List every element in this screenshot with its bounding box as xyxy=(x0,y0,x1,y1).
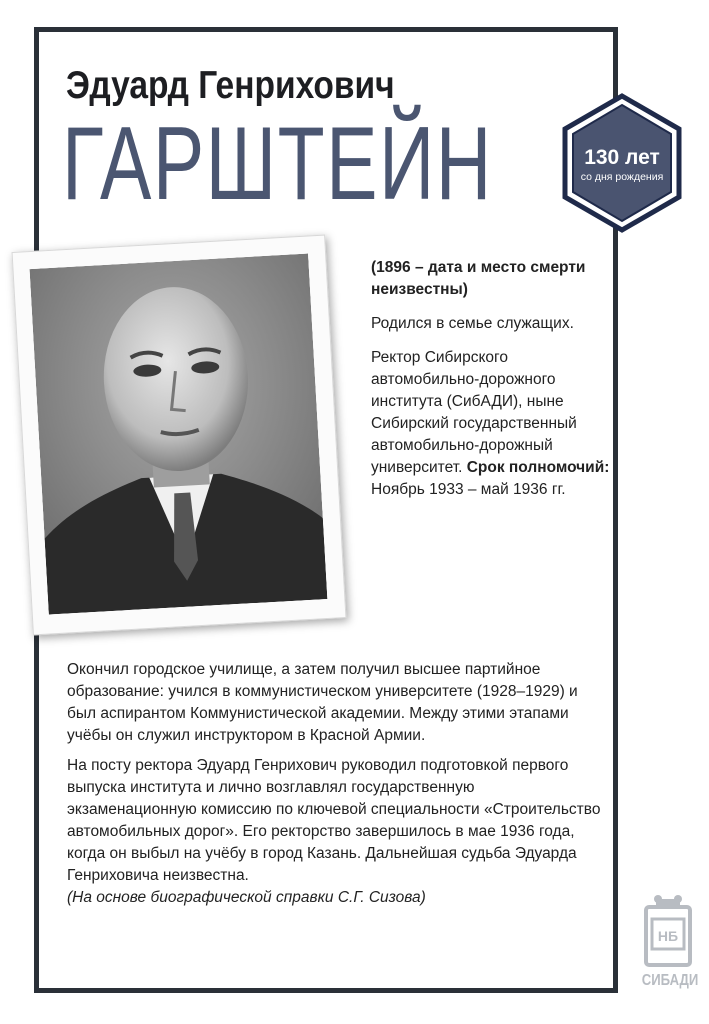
first-name-heading: Эдуард Генрихович xyxy=(66,64,395,107)
biography-paragraph-1: Окончил городское училище, а затем получил высшее партийное образование: учился в коммунистическом университете (1928–1929) и был аспирантом Коммунистической академии. Между этими этапами учёбы он служил инструктором в Красной Армии. xyxy=(67,661,578,744)
origin-text: Родился в семье служащих. xyxy=(371,315,574,332)
position-text: Ректор Сибирского автомобильно-дорожного института (СибАДИ), ныне Сибирский государственный автомобильно-дорожный университет. xyxy=(371,349,577,476)
portrait-photo-icon xyxy=(30,254,328,615)
badge-caption: со дня рождения xyxy=(580,171,664,183)
anniversary-badge xyxy=(561,146,683,184)
term-label: Срок полномочий: xyxy=(466,459,610,476)
badge-years: 130 лет xyxy=(584,146,660,169)
surname-heading: ГАРШТЕЙН xyxy=(62,106,493,222)
source-note: (На основе биографической справки С.Г. Сизова) xyxy=(67,889,426,906)
sidebar-info xyxy=(371,257,611,513)
portrait-card xyxy=(12,235,347,636)
biography-paragraph-2-text: На посту ректора Эдуард Генрихович руководил подготовкой первого выпуска института и лично возглавлял государственную экзаменационную комиссию по ключевой специальности «Строительство автомобильных дорог». Его ректорство завершилось в мае 1936 года, когда он выбыл на учёбу в город Казань. Дальнейшая судьба Эдуарда Генриховича неизвестна. xyxy=(67,757,601,884)
logo-monogram: НБ xyxy=(657,928,679,944)
biography-text xyxy=(67,659,607,917)
biography-paragraph-2 xyxy=(67,755,607,909)
life-dates: (1896 – дата и место смерти неизвестны) xyxy=(371,259,586,298)
term-value: Ноябрь 1933 – май 1936 гг. xyxy=(371,481,566,498)
logo-label: СИБАДИ xyxy=(641,972,699,989)
position-block xyxy=(371,347,611,501)
